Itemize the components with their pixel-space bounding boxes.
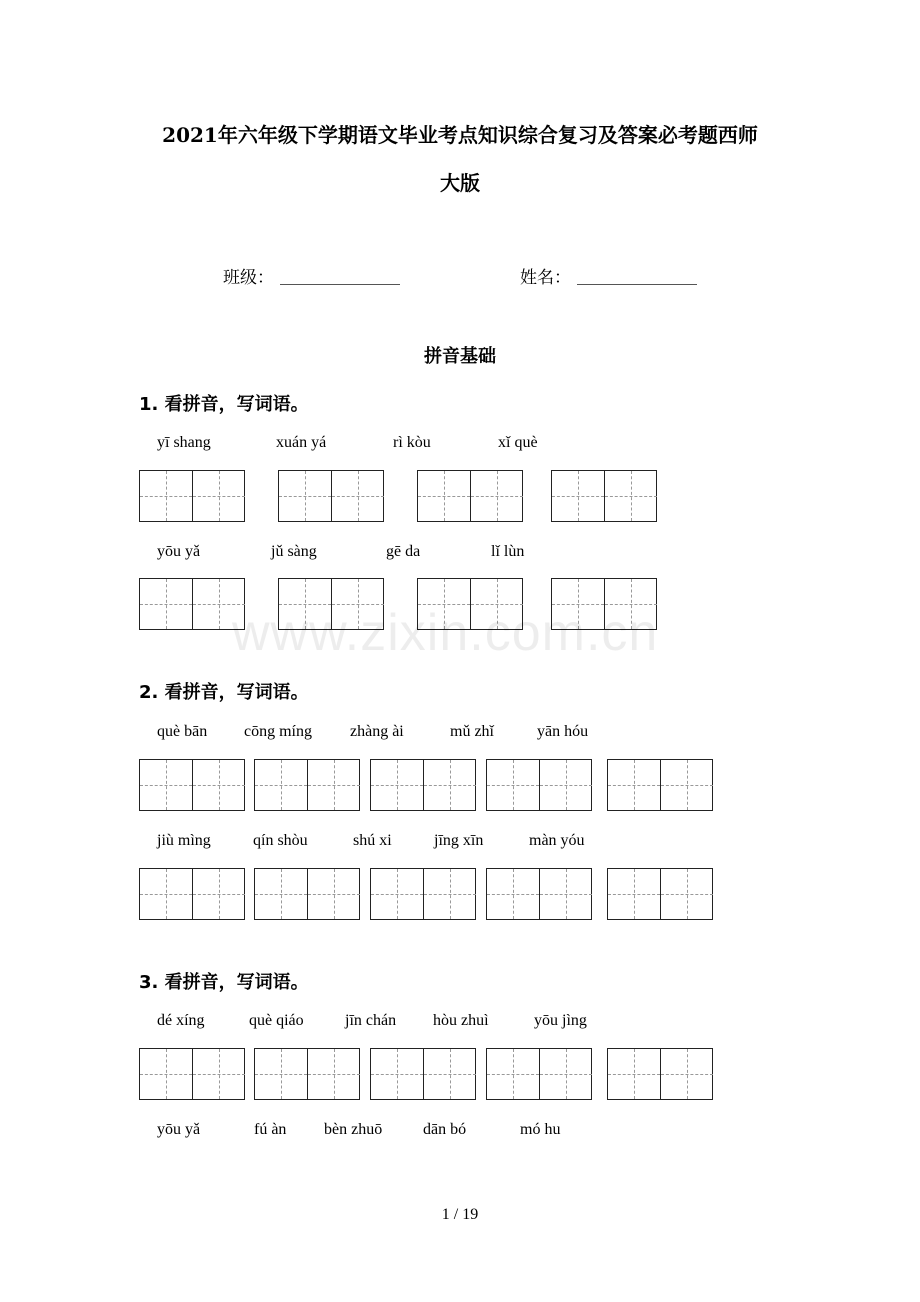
pinyin: dān bó <box>423 1121 467 1138</box>
pinyin: xuán yá <box>276 434 327 451</box>
writing-grid[interactable] <box>370 1048 476 1100</box>
class-label: 班级： <box>223 268 274 288</box>
pinyin: yōu jìng <box>534 1012 587 1029</box>
doc-title-line2: 大版 <box>440 171 480 195</box>
pinyin: mó hu <box>520 1121 561 1138</box>
pinyin: yān hóu <box>537 723 589 740</box>
writing-grid[interactable] <box>370 759 476 811</box>
writing-grid[interactable] <box>278 470 384 522</box>
pinyin: lǐ lùn <box>491 543 525 560</box>
question-2-title: 2. 看拼音，写词语。 <box>139 682 309 703</box>
section-title: 拼音基础 <box>424 346 496 367</box>
writing-grid[interactable] <box>486 1048 592 1100</box>
writing-grid[interactable] <box>254 759 360 811</box>
pinyin: què qiáo <box>249 1012 304 1029</box>
writing-grid[interactable] <box>486 759 592 811</box>
pinyin: xǐ què <box>498 434 538 451</box>
pinyin: yī shang <box>157 434 211 451</box>
pinyin: zhàng ài <box>350 723 404 740</box>
page-number: 1 / 19 <box>441 1206 479 1223</box>
pinyin: qín shòu <box>253 832 308 849</box>
writing-grid[interactable] <box>254 1048 360 1100</box>
writing-grid[interactable] <box>139 578 245 630</box>
writing-grid[interactable] <box>607 1048 713 1100</box>
writing-grid[interactable] <box>607 868 713 920</box>
pinyin: jīn chán <box>345 1012 397 1029</box>
pinyin: shú xi <box>353 832 392 849</box>
pinyin: hòu zhuì <box>433 1012 489 1029</box>
doc-title-line1: 2021年六年级下学期语文毕业考点知识综合复习及答案必考题西师 <box>162 123 758 147</box>
writing-grid[interactable] <box>139 759 245 811</box>
writing-grid[interactable] <box>551 470 657 522</box>
pinyin: jǔ sàng <box>271 543 317 560</box>
writing-grid[interactable] <box>139 470 245 522</box>
writing-grid[interactable] <box>551 578 657 630</box>
pinyin: cōng míng <box>244 723 312 740</box>
writing-grid[interactable] <box>278 578 384 630</box>
writing-grid[interactable] <box>370 868 476 920</box>
name-label: 姓名： <box>520 268 571 288</box>
pinyin: jīng xīn <box>434 832 484 849</box>
watermark: www.zixin.com.cn <box>232 604 659 662</box>
writing-grid[interactable] <box>486 868 592 920</box>
pinyin: màn yóu <box>529 832 585 849</box>
writing-grid[interactable] <box>139 868 245 920</box>
pinyin: rì kòu <box>393 434 431 451</box>
writing-grid[interactable] <box>607 759 713 811</box>
name-blank[interactable] <box>577 284 697 285</box>
question-3-title: 3. 看拼音，写词语。 <box>139 972 309 993</box>
pinyin: què bān <box>157 723 208 740</box>
pinyin: fú àn <box>254 1121 287 1138</box>
pinyin: jiù mìng <box>157 832 211 849</box>
pinyin: bèn zhuō <box>324 1121 383 1138</box>
pinyin: mǔ zhǐ <box>450 723 494 740</box>
pinyin: dé xíng <box>157 1012 205 1029</box>
writing-grid[interactable] <box>417 470 523 522</box>
class-blank[interactable] <box>280 284 400 285</box>
pinyin: yōu yǎ <box>157 1121 201 1138</box>
pinyin: gē da <box>386 543 421 560</box>
writing-grid[interactable] <box>254 868 360 920</box>
pinyin: yōu yǎ <box>157 543 201 560</box>
writing-grid[interactable] <box>417 578 523 630</box>
writing-grid[interactable] <box>139 1048 245 1100</box>
question-1-title: 1. 看拼音，写词语。 <box>139 394 309 415</box>
